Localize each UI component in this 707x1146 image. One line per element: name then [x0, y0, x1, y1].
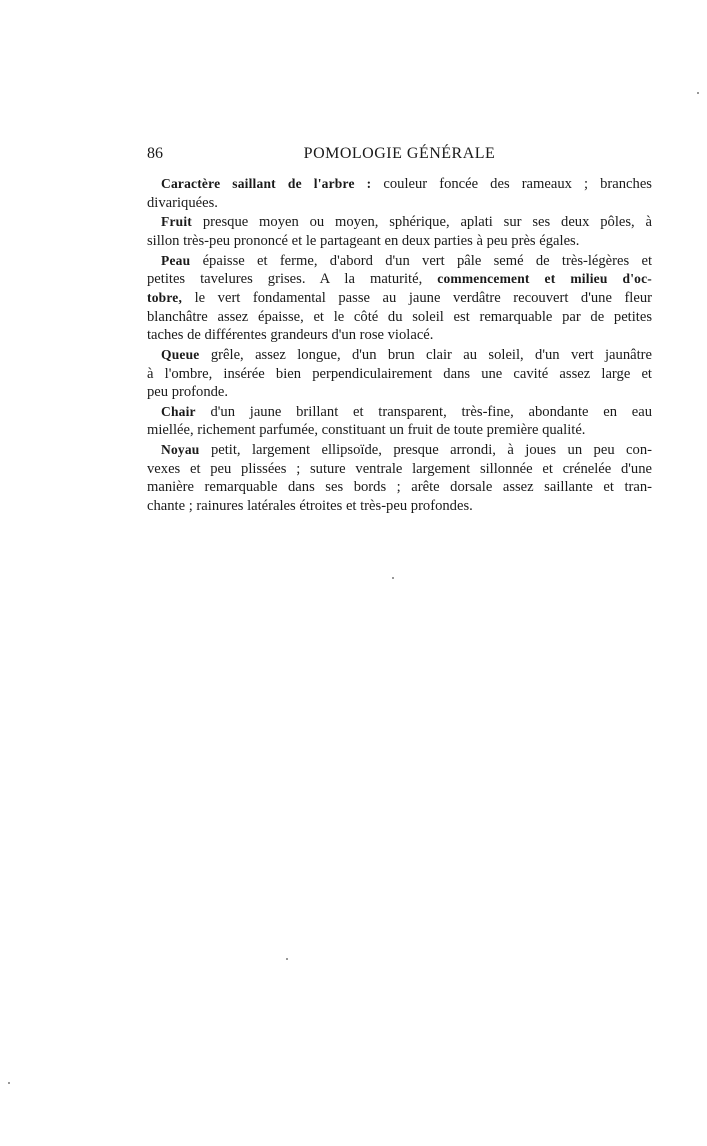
paragraph — [147, 213, 652, 250]
text-run: vexes et peu plissées ; suture ventrale largement sillonnée et crénelée d'une — [147, 460, 652, 477]
text-line — [147, 421, 652, 440]
text-run: sillon très-peu prononcé et le partageant en deux parties à peu près égales. — [147, 232, 580, 249]
text-line — [147, 213, 652, 232]
paragraph — [147, 403, 652, 440]
text-line — [147, 383, 652, 402]
text-run: petit, largement ellipsoïde, presque arrondi, à joues un peu con- — [199, 442, 652, 459]
text-line — [147, 365, 652, 384]
paragraph — [147, 252, 652, 345]
text-run: chante ; rainures latérales étroites et très-peu profondes. — [147, 498, 473, 515]
text-run: à l'ombre, insérée bien perpendiculairement dans une cavité assez large et — [147, 365, 652, 382]
text-run: d'un jaune brillant et transparent, très-fine, abondante en eau — [195, 403, 652, 420]
page-header — [147, 145, 652, 165]
text-line — [147, 308, 652, 327]
bold-term: commencement et milieu d'oc- — [437, 271, 652, 287]
text-run: épaisse et ferme, d'abord d'un vert pâle semé de très-légères et — [190, 252, 652, 269]
text-line — [147, 252, 652, 271]
text-run: grêle, assez longue, d'un brun clair au soleil, d'un vert jaunâtre — [199, 346, 652, 363]
text-line — [147, 478, 652, 497]
bold-term: Noyau — [161, 442, 200, 458]
text-line — [147, 403, 652, 422]
text-line — [147, 441, 652, 460]
text-line — [147, 270, 652, 289]
bold-term: Fruit — [161, 214, 192, 230]
text-run: presque moyen ou moyen, sphérique, aplati sur ses deux pôles, à — [192, 214, 652, 231]
text-run: petites tavelures grises. A la maturité, — [147, 271, 438, 288]
bold-term: Caractère saillant de l'arbre : — [161, 176, 372, 191]
scan-speck — [8, 1082, 10, 1084]
scan-speck — [697, 92, 699, 94]
text-run: peu profonde. — [147, 384, 229, 401]
text-line — [147, 175, 652, 194]
text-run: le vert fondamental passe au jaune verdâtre recouvert d'une fleur — [182, 289, 652, 306]
text-line — [147, 497, 652, 516]
text-line — [147, 326, 652, 345]
paragraph — [147, 346, 652, 402]
text-run: blanchâtre assez épaisse, et le côté du soleil est remarquable par de petites — [147, 308, 652, 325]
text-run: taches de différentes grandeurs d'un rose violacé. — [147, 327, 434, 344]
page-number: 86 — [147, 145, 163, 162]
text-line — [147, 346, 652, 365]
text-line — [147, 289, 652, 308]
text-line — [147, 194, 652, 213]
bold-term: Peau — [161, 252, 191, 268]
paragraph — [147, 441, 652, 515]
text-run: couleur foncée des rameaux ; branches — [371, 176, 652, 192]
bold-term: Chair — [161, 403, 196, 419]
text-run: miellée, richement parfumée, constituant un fruit de toute première qualité. — [147, 422, 586, 439]
bold-term: Queue — [161, 346, 200, 362]
running-title: POMOLOGIE GÉNÉRALE — [303, 145, 496, 162]
scan-speck — [286, 958, 288, 960]
text-line — [147, 460, 652, 479]
body-text — [147, 175, 652, 517]
text-line — [147, 232, 652, 251]
text-run: divariquées. — [147, 194, 218, 211]
bold-term: tobre, — [147, 289, 183, 305]
paragraph — [147, 175, 652, 212]
text-run: manière remarquable dans ses bords ; arête dorsale assez saillante et tran- — [147, 479, 652, 496]
scan-speck — [392, 577, 394, 579]
